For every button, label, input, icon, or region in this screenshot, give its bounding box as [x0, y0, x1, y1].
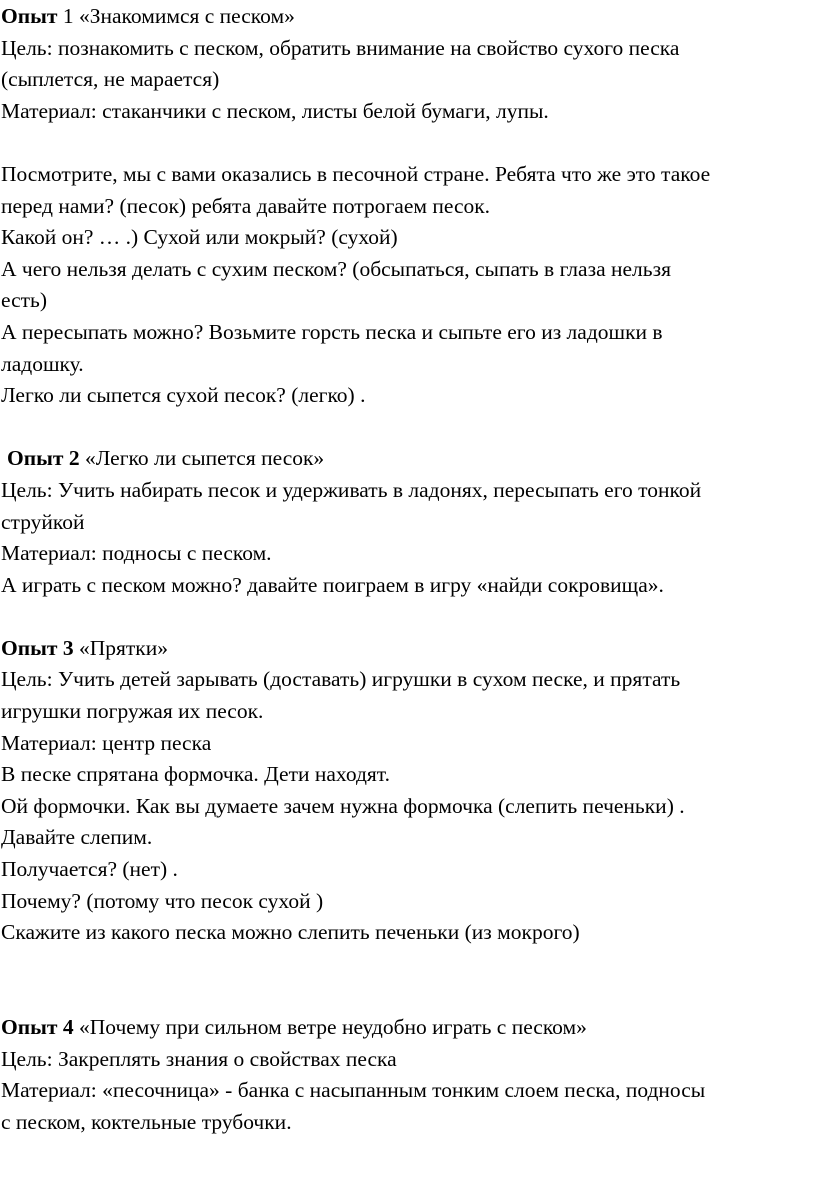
exp2-goal-line-1: Цель: Учить набирать песок и удерживать в ладонях, пересыпать его тонкой — [1, 477, 702, 502]
spacer — [1, 601, 816, 633]
exp1-label: Опыт — [1, 4, 58, 28]
exp1-title: 1 «Знакомимся с песком» — [57, 4, 295, 28]
spacer — [1, 949, 816, 1012]
exp4-label: Опыт 4 — [1, 1015, 74, 1039]
exp1-dialog-line-2: перед нами? (песок) ребята давайте потрогаем песок. — [1, 193, 491, 218]
exp1-heading — [1, 1, 816, 33]
exp3-goal-line-1: Цель: Учить детей зарывать (доставать) игрушки в сухом песке, и прятать — [1, 667, 681, 692]
spacer — [1, 412, 816, 444]
exp3-heading — [1, 633, 816, 665]
exp1-goal-line-2: (сыплется, не марается) — [1, 67, 220, 92]
exp3-dialog-line-1: В песке спрятана формочка. Дети находят. — [1, 762, 390, 787]
exp4-material-line-2: с песком, коктельные трубочки. — [1, 1109, 292, 1134]
exp1-dialog-line-1: Посмотрите, мы с вами оказались в песочной стране. Ребята что же это такое — [1, 161, 711, 186]
exp3-dialog-line-2: Ой формочки. Как вы думаете зачем нужна формочка (слепить печеньки) . — [1, 793, 685, 818]
exp1-dialog-line-3: Какой он? … .) Сухой или мокрый? (сухой) — [1, 225, 398, 250]
exp4-goal: Цель: Закреплять знания о свойствах песка — [1, 1046, 397, 1071]
exp3-dialog-line-3: Давайте слепим. — [1, 825, 153, 850]
spacer — [1, 127, 816, 159]
exp2-heading — [1, 443, 816, 475]
exp2-material: Материал: подносы с песком. — [1, 541, 272, 566]
exp3-dialog-line-6: Скажите из какого песка можно слепить печеньки (из мокрого) — [1, 920, 580, 945]
exp3-title: «Прятки» — [73, 635, 168, 660]
exp4-heading — [1, 1012, 816, 1044]
exp2-title: «Легко ли сыпется песок» — [79, 446, 325, 471]
exp3-dialog-line-5: Почему? (потому что песок сухой ) — [1, 888, 324, 913]
exp1-dialog-line-4: А чего нельзя делать с сухим песком? (обсыпаться, сыпать в глаза нельзя — [1, 256, 671, 281]
exp1-dialog-line-6: А пересыпать можно? Возьмите горсть песка и сыпьте его из ладошки в — [1, 319, 663, 344]
exp2-label: Опыт 2 — [7, 446, 80, 471]
exp3-dialog-line-4: Получается? (нет) . — [1, 857, 178, 882]
exp1-dialog-line-5: есть) — [1, 288, 47, 313]
exp1-material: Материал: стаканчики с песком, листы белой бумаги, лупы. — [1, 98, 549, 123]
exp3-goal-line-2: игрушки погружая их песок. — [1, 699, 264, 724]
exp3-material: Материал: центр песка — [1, 730, 212, 755]
exp1-dialog-line-7: ладошку. — [1, 351, 84, 376]
exp1-dialog-line-8: Легко ли сыпется сухой песок? (легко) . — [1, 383, 366, 408]
exp2-dialog-line-1: А играть с песком можно? давайте поиграем в игру «найди сокровища». — [1, 572, 664, 597]
exp4-title: «Почему при сильном ветре неудобно играть с песком» — [73, 1015, 587, 1039]
exp3-label: Опыт 3 — [1, 635, 74, 660]
exp1-goal-line-1: Цель: познакомить с песком, обратить внимание на свойство сухого песка — [1, 35, 680, 60]
exp2-goal-line-2: струйкой — [1, 509, 85, 534]
exp4-material-line-1: Материал: «песочница» - банка с насыпанным тонким слоем песка, подносы — [1, 1078, 706, 1103]
